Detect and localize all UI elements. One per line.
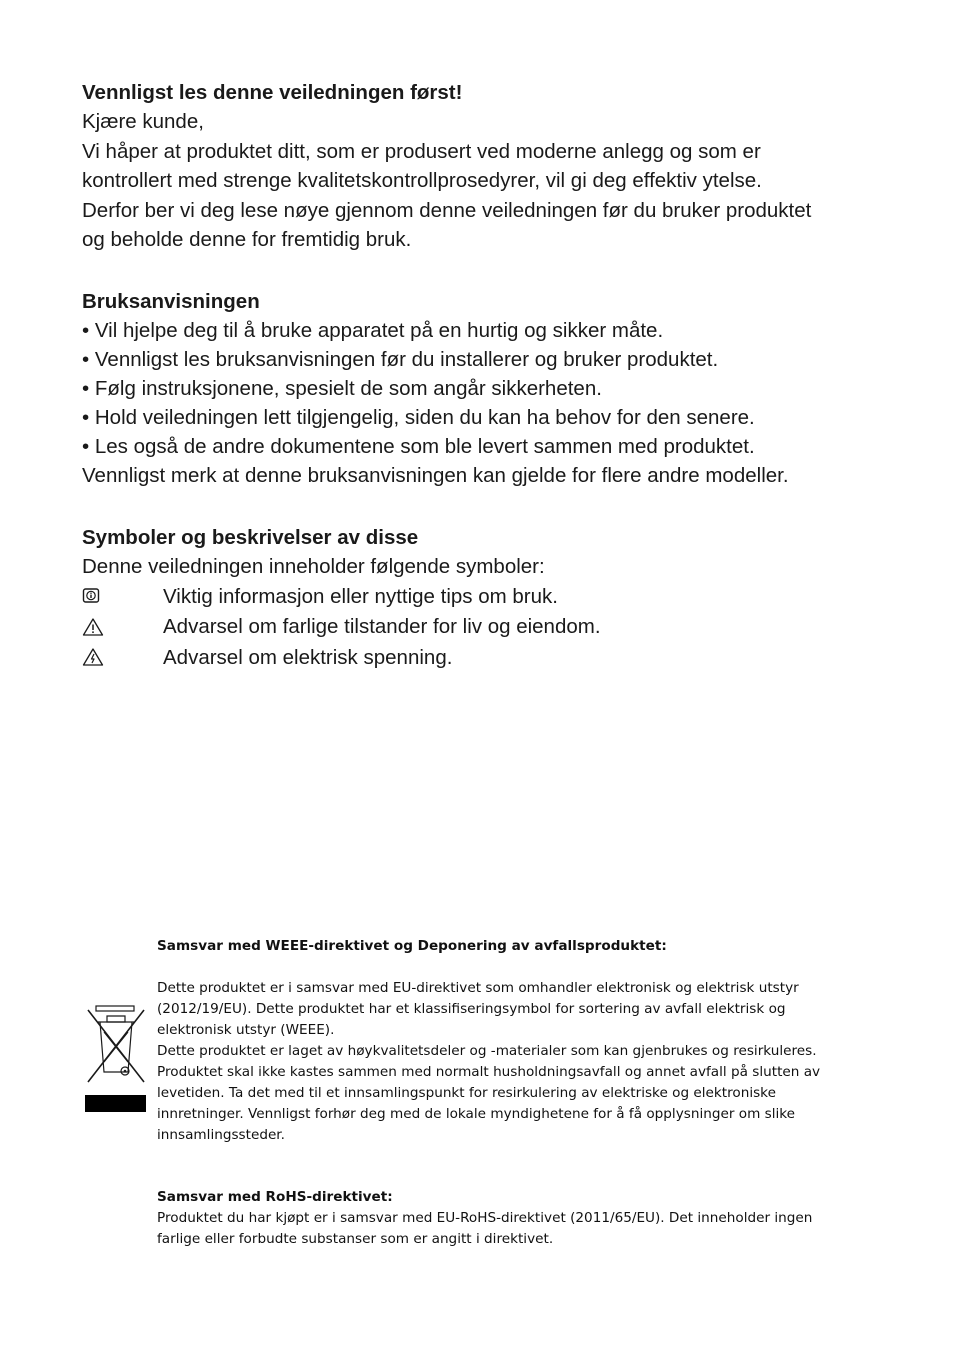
warning-triangle-icon	[82, 617, 163, 637]
manual-bullet: • Følg instruksjonene, spesielt de som angår sikkerheten.	[82, 377, 602, 400]
weee-line: innretninger. Vennligst forhør deg med de lokale myndighetene for å få opplysninger om slike	[157, 1106, 796, 1122]
symbol-row	[82, 642, 882, 673]
manual-note: Vennligst merk at denne bruksanvisningen kan gjelde for flere andre modeller.	[82, 464, 789, 487]
manual-bullet: • Vil hjelpe deg til å bruke apparatet på en hurtig og sikker måte.	[82, 319, 664, 342]
symbol-row	[82, 581, 882, 612]
symbol-description: Advarsel om farlige tilstander for liv og eiendom.	[163, 615, 601, 639]
symbols-heading: Symboler og beskrivelser av disse	[82, 526, 419, 549]
manual-heading: Bruksanvisningen	[82, 290, 260, 313]
weee-section	[157, 936, 857, 1146]
manual-bullet: • Vennligst les bruksanvisningen før du installerer og bruker produktet.	[82, 348, 719, 371]
intro-line: og beholde denne for fremtidig bruk.	[82, 228, 412, 251]
info-icon	[82, 587, 163, 605]
rohs-heading: Samsvar med RoHS-direktivet:	[157, 1189, 393, 1205]
symbol-description: Advarsel om elektrisk spenning.	[163, 645, 453, 669]
weee-line: levetiden. Ta det med til et innsamlingspunkt for resirkulering av elektriske og elektroniske	[157, 1085, 776, 1101]
weee-line: Dette produktet er laget av høykvalitetsdeler og -materialer som kan gjenbrukes og resirkuleres.	[157, 1043, 817, 1059]
electric-warning-icon	[82, 647, 163, 667]
symbols-intro: Denne veiledningen inneholder følgende symboler:	[82, 555, 545, 578]
manual-bullet: • Les også de andre dokumentene som ble levert sammen med produktet.	[82, 435, 755, 458]
rohs-line: Produktet du har kjøpt er i samsvar med EU-RoHS-direktivet (2011/65/EU). Det inneholder ingen	[157, 1210, 813, 1226]
greeting: Kjære kunde,	[82, 110, 204, 133]
manual-bullet: • Hold veiledningen lett tilgjengelig, siden du kan ha behov for den senere.	[82, 406, 755, 429]
symbol-description: Viktig informasjon eller nyttige tips om bruk.	[163, 584, 558, 608]
crossed-out-wheelie-bin-icon	[84, 1004, 148, 1112]
weee-line: (2012/19/EU). Dette produktet har et klassifiseringsymbol for sortering av avfall elektrisk og	[157, 1001, 786, 1017]
main-content	[82, 78, 882, 673]
intro-line: kontrollert med strenge kvalitetskontrollprosedyrer, vil gi deg effektiv ytelse.	[82, 169, 762, 192]
weee-line: Dette produktet er i samsvar med EU-direktivet som omhandler elektronisk og elektrisk utstyr	[157, 980, 799, 996]
symbol-row	[82, 612, 882, 643]
intro-line: Vi håper at produktet ditt, som er produsert ved moderne anlegg og som er	[82, 140, 761, 163]
weee-line: Produktet skal ikke kastes sammen med normalt husholdningsavfall og annet avfall på slutten av	[157, 1064, 821, 1080]
rohs-line: farlige eller forbudte substanser som er angitt i direktivet.	[157, 1231, 554, 1247]
intro-line: Derfor ber vi deg lese nøye gjennom denne veiledningen før du bruker produktet	[82, 199, 812, 222]
weee-line: elektronisk utstyr (WEEE).	[157, 1022, 335, 1038]
intro-heading: Vennligst les denne veiledningen først!	[82, 81, 463, 104]
weee-heading: Samsvar med WEEE-direktivet og Deponering av avfallsproduktet:	[157, 938, 667, 954]
weee-line: innsamlingssteder.	[157, 1127, 285, 1143]
rohs-section	[157, 1187, 857, 1250]
